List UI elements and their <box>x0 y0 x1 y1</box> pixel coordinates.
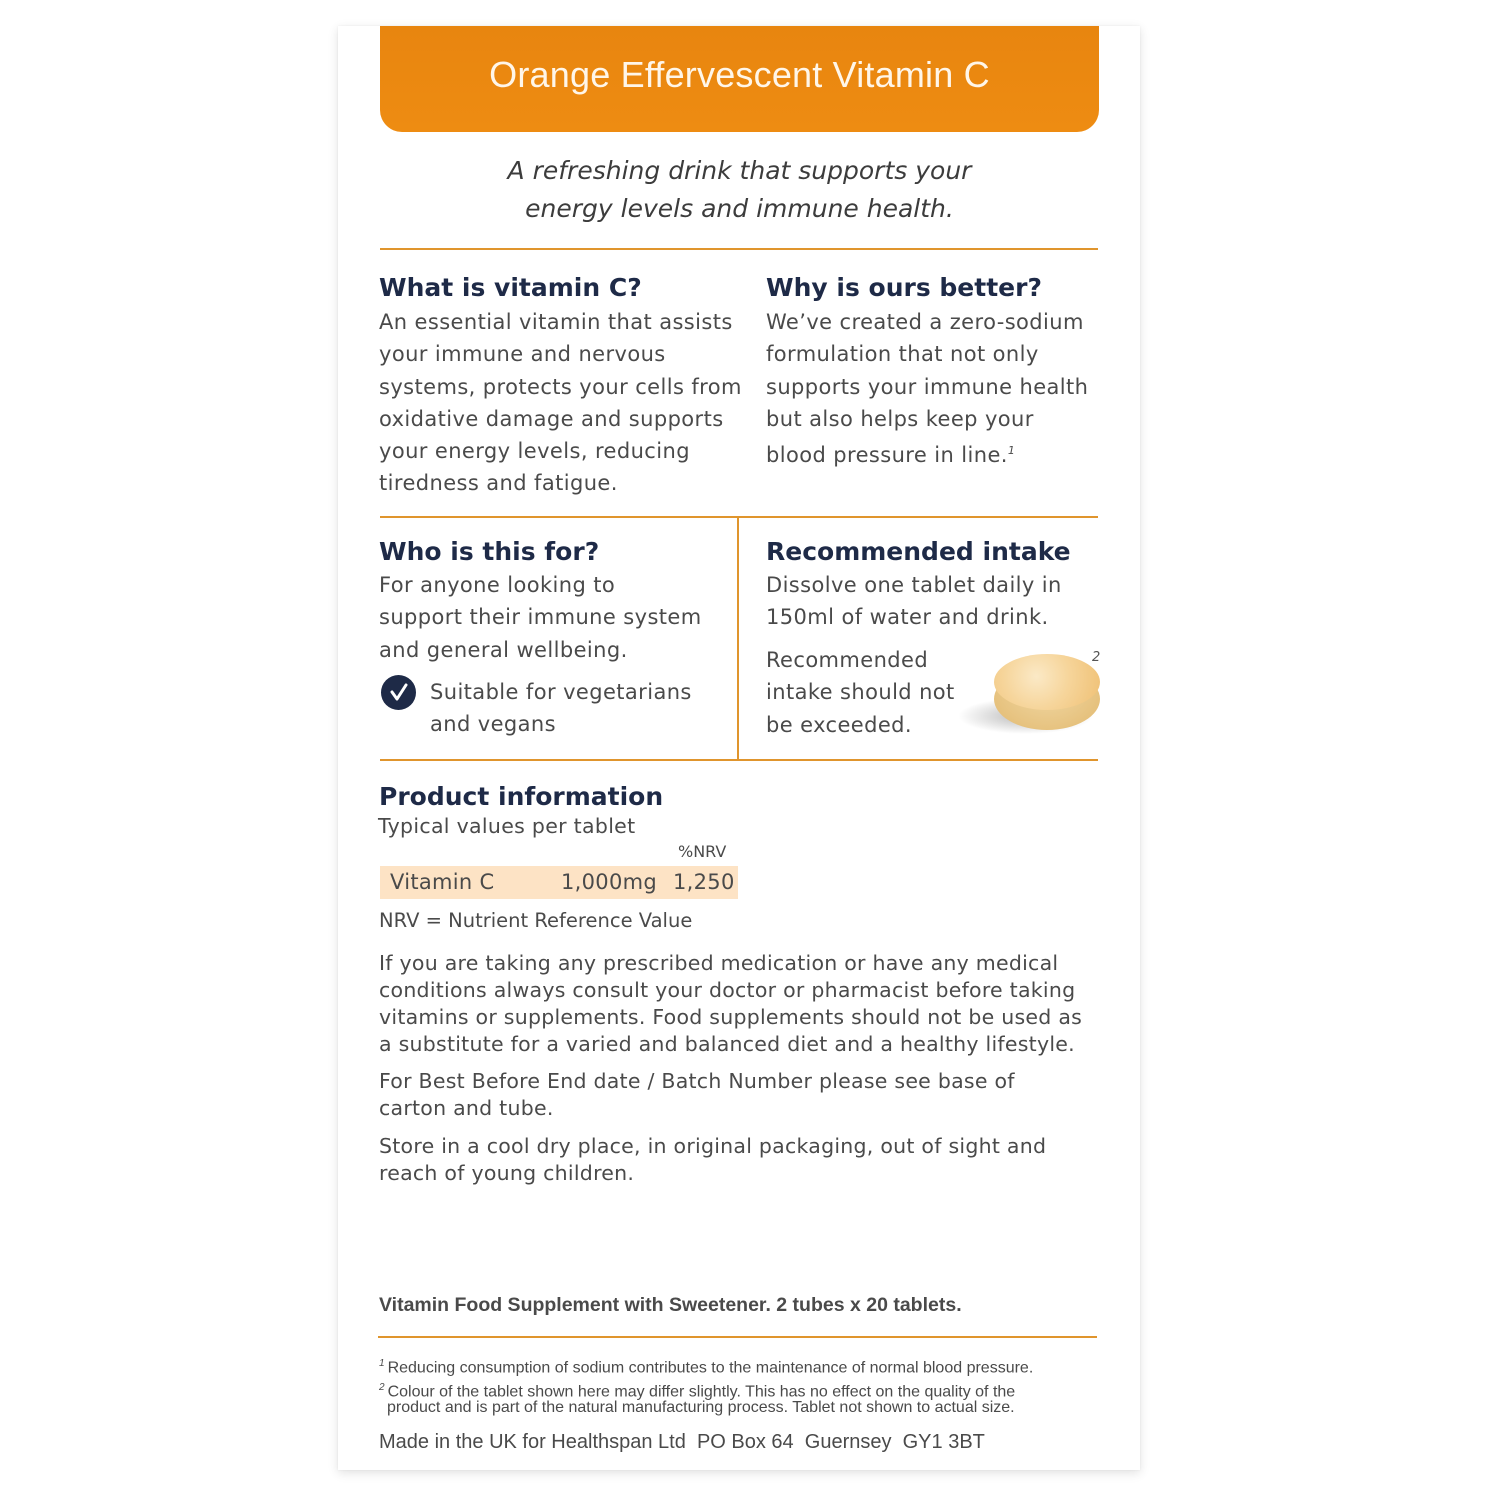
vegan-badge-text <box>430 676 692 741</box>
divider <box>380 248 1098 250</box>
who-for-line: For anyone looking to <box>379 573 616 597</box>
intake-warning-line: be exceeded. <box>766 712 912 737</box>
who-for-line: and general wellbeing. <box>379 637 628 662</box>
footnote-1 <box>379 1354 1033 1378</box>
intake-warning-line: Recommended <box>766 648 929 672</box>
footnote-ref-2: 2 <box>1092 650 1101 665</box>
why-better-line: but also helps keep your <box>766 406 1034 431</box>
what-is-heading: What is vitamin C? <box>379 273 642 302</box>
who-for-line: support their immune system <box>379 605 702 630</box>
why-better-last-line: blood pressure in line. <box>766 443 1008 468</box>
nutrient-nrv: 1,250 <box>673 870 735 894</box>
divider <box>380 516 1098 518</box>
storage-line: reach of young children. <box>379 1161 635 1185</box>
what-is-line: your energy levels, reducing <box>379 439 690 464</box>
why-better-text <box>766 306 1088 471</box>
table-row <box>380 866 738 899</box>
why-better-line <box>766 435 1088 471</box>
what-is-line: An essential vitamin that assists <box>379 310 733 334</box>
nrv-note: NRV = Nutrient Reference Value <box>379 909 693 932</box>
what-is-line: oxidative damage and supports <box>379 406 724 431</box>
manufacturer-address: Made in the UK for Healthspan Ltd PO Box 64 Guernsey GY1 3BT <box>379 1431 985 1453</box>
tablet-image-top <box>994 654 1100 710</box>
footnote-1-text: Reducing consumption of sodium contributes to the maintenance of normal blood pressure. <box>387 1359 1034 1377</box>
footnote-ref-1: 1 <box>1007 444 1016 458</box>
storage-line: Store in a cool dry place, in original packaging, out of sight and <box>379 1134 1047 1158</box>
divider <box>378 1336 1097 1338</box>
footnote-2-text: Colour of the tablet shown here may differ slightly. This has no effect on the quality of the <box>387 1383 1016 1401</box>
why-better-heading: Why is ours better? <box>766 273 1042 302</box>
what-is-line: tiredness and fatigue. <box>379 471 618 496</box>
title-banner <box>380 26 1099 132</box>
footnote-1-mark: 1 <box>379 1358 385 1369</box>
checkmark-icon <box>381 675 416 710</box>
supplement-description: Vitamin Food Supplement with Sweetener. 2 tubes x 20 tablets. <box>379 1294 962 1316</box>
best-before-line: For Best Before End date / Batch Number please see base of <box>379 1069 1015 1093</box>
divider <box>380 759 1098 761</box>
footnote-2-continued: product and is part of the natural manufacturing process. Tablet not shown to actual size. <box>387 1399 1015 1416</box>
product-carton <box>338 26 1140 1470</box>
why-better-line: formulation that not only <box>766 342 1039 367</box>
nutrient-amount: 1,000mg <box>561 870 658 894</box>
intake-line: 150ml of water and drink. <box>766 605 1049 630</box>
nutrient-name: Vitamin C <box>390 870 495 894</box>
intake-text <box>766 569 1062 634</box>
vegan-line-2: and vegans <box>430 712 556 737</box>
tagline-line-2: energy levels and immune health. <box>525 194 954 223</box>
best-before-line: carton and tube. <box>379 1096 554 1120</box>
medical-line: a substitute for a varied and balanced diet and a healthy lifestyle. <box>379 1032 1075 1056</box>
vertical-divider <box>737 516 739 760</box>
intake-warning <box>766 644 955 741</box>
vegan-line-1: Suitable for vegetarians <box>430 680 692 704</box>
intake-line: Dissolve one tablet daily in <box>766 573 1062 597</box>
product-info-heading: Product information <box>379 782 664 811</box>
why-better-line: We’ve created a zero-sodium <box>766 310 1084 334</box>
medical-line: If you are taking any prescribed medication or have any medical <box>379 951 1059 975</box>
footnote-2-mark: 2 <box>379 1382 385 1393</box>
best-before-note <box>379 1068 1099 1122</box>
medical-advice <box>379 950 1099 1058</box>
why-better-line: supports your immune health <box>766 374 1089 399</box>
who-for-text <box>379 569 702 666</box>
what-is-line: systems, protects your cells from <box>379 374 742 399</box>
who-for-heading: Who is this for? <box>379 537 600 566</box>
product-title: Orange Effervescent Vitamin C <box>489 54 990 95</box>
what-is-line: your immune and nervous <box>379 342 666 367</box>
product-info-subheading: Typical values per tablet <box>378 814 636 838</box>
intake-warning-line: intake should not <box>766 680 955 705</box>
storage-note <box>379 1133 1099 1187</box>
nrv-column-header: %NRV <box>678 842 727 861</box>
tagline-line-1: A refreshing drink that supports your <box>507 156 972 185</box>
intake-heading: Recommended intake <box>766 537 1071 566</box>
medical-line: conditions always consult your doctor or pharmacist before taking <box>379 978 1076 1002</box>
tagline <box>380 152 1099 228</box>
medical-line: vitamins or supplements. Food supplements should not be used as <box>379 1005 1083 1029</box>
what-is-text <box>379 306 742 500</box>
